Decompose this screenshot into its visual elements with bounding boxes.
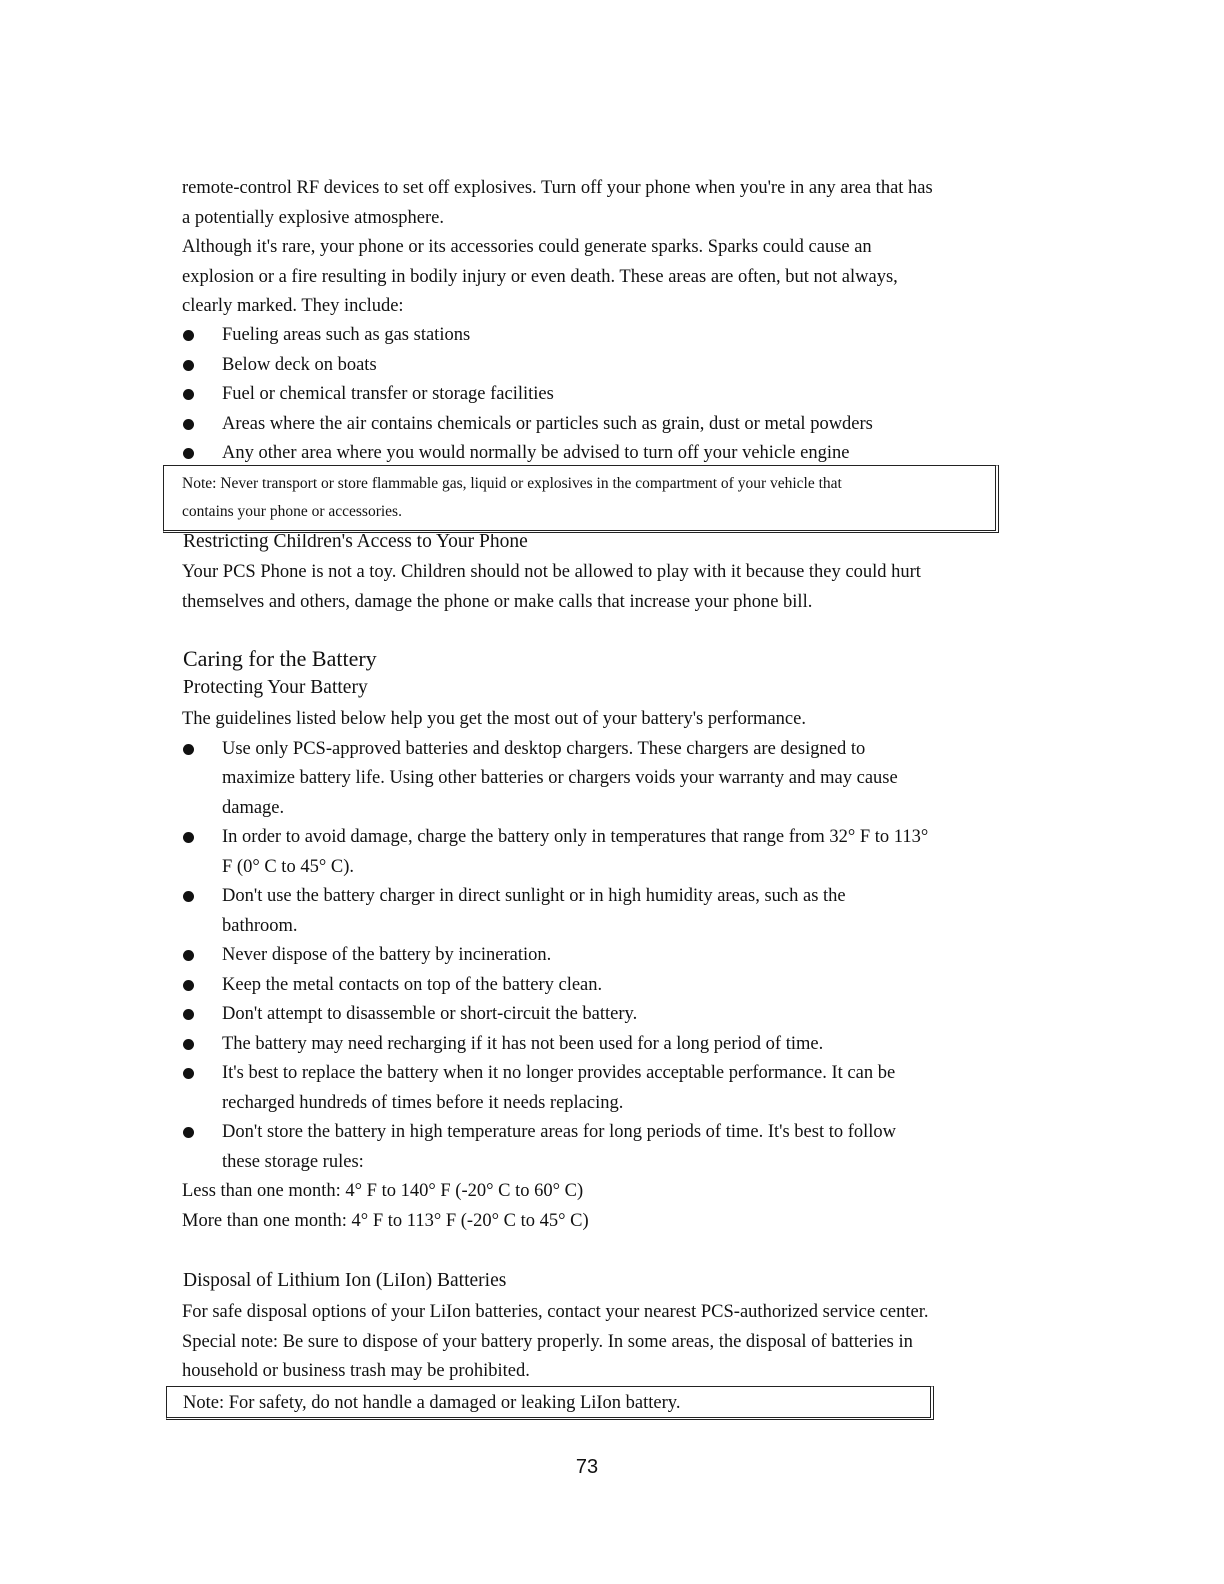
transport-note-box [163, 465, 999, 533]
list-item: Don't store the battery in high temperature areas for long periods of time. It's best to follow these storage rules: [182, 1118, 928, 1177]
disposal-paragraph [182, 1298, 928, 1387]
list-item: It's best to replace the battery when it no longer provides acceptable performance. It can be recharged hundreds of times before it needs replacing. [182, 1059, 928, 1118]
list-item: In order to avoid damage, charge the battery only in temperatures that range from 32° F to 113° F (0° C to 45° C). [182, 823, 928, 882]
storage-rule: More than one month: 4° F to 113° F (-20° C to 45° C) [182, 1210, 589, 1231]
bullet-icon [183, 448, 194, 459]
paragraph-line: Special note: Be sure to dispose of your battery properly. In some areas, the disposal of batteries in [182, 1331, 913, 1352]
paragraph-line: themselves and others, damage the phone or make calls that increase your phone bill. [182, 591, 813, 612]
bullet-icon [183, 1068, 194, 1079]
bullet-icon [183, 891, 194, 902]
note-text: Note: For safety, do not handle a damaged or leaking LiIon battery. [183, 1393, 681, 1413]
bullet-icon [183, 1039, 194, 1050]
list-item: Don't use the battery charger in direct sunlight or in high humidity areas, such as the bathroom. [182, 882, 928, 941]
explosive-atmosphere-paragraph [182, 174, 933, 322]
bullet-icon [183, 360, 194, 371]
disposal-title: Disposal of Lithium Ion (LiIon) Batteries [183, 1270, 507, 1291]
list-item: Fuel or chemical transfer or storage facilities [182, 380, 873, 410]
list-item: Never dispose of the battery by incineration. [182, 941, 928, 971]
bullet-icon [183, 950, 194, 961]
list-item: Don't attempt to disassemble or short-circuit the battery. [182, 1000, 928, 1030]
bullet-icon [183, 1127, 194, 1138]
paragraph-line: Although it's rare, your phone or its accessories could generate sparks. Sparks could cause an [182, 237, 872, 257]
subsection-title: Protecting Your Battery [183, 677, 368, 698]
guidelines-intro: The guidelines listed below help you get the most out of your battery's performance. [182, 709, 806, 729]
list-item: Areas where the air contains chemicals or particles such as grain, dust or metal powders [182, 410, 873, 440]
list-item: Keep the metal contacts on top of the battery clean. [182, 971, 928, 1001]
bullet-icon [183, 832, 194, 843]
paragraph-line: clearly marked. They include: [182, 296, 404, 316]
paragraph-line: a potentially explosive atmosphere. [182, 207, 445, 228]
note-line: Note: Never transport or store flammable gas, liquid or explosives in the compartment of your vehicle that [182, 475, 842, 492]
note-line: contains your phone or accessories. [182, 503, 402, 520]
children-access-heading: Restricting Children's Access to Your Phone [183, 534, 528, 552]
explosive-areas-list [182, 321, 873, 469]
paragraph-line: household or business trash may be prohibited. [182, 1361, 530, 1381]
page-number: 73 [575, 1456, 599, 1478]
bullet-icon [183, 330, 194, 341]
storage-rule: Less than one month: 4° F to 140° F (-20° C to 60° C) [182, 1181, 584, 1201]
list-item: Below deck on boats [182, 351, 873, 381]
paragraph-line: remote-control RF devices to set off explosives. Turn off your phone when you're in any area that has [182, 178, 933, 198]
bullet-icon [183, 389, 194, 400]
paragraph-line: explosion or a fire resulting in bodily injury or even death. These areas are often, but not always, [182, 266, 898, 287]
bullet-icon [183, 419, 194, 430]
bullet-icon [183, 744, 194, 755]
bullet-icon [183, 1009, 194, 1020]
battery-guidelines [182, 705, 928, 1236]
list-item: Any other area where you would normally be advised to turn off your vehicle engine [182, 439, 873, 469]
safety-note-box [166, 1386, 934, 1420]
list-item: Use only PCS-approved batteries and desktop chargers. These chargers are designed to maximize battery life. Using other batteries or chargers voids your warranty and may cause damage. [182, 735, 928, 824]
list-item: The battery may need recharging if it has not been used for a long period of time. [182, 1030, 928, 1060]
section-title: Caring for the Battery [183, 646, 377, 671]
paragraph-line: For safe disposal options of your LiIon batteries, contact your nearest PCS-authorized service center. [182, 1302, 929, 1322]
bullet-icon [183, 980, 194, 991]
children-paragraph [182, 558, 921, 617]
list-item: Fueling areas such as gas stations [182, 321, 873, 351]
paragraph-line: Your PCS Phone is not a toy. Children should not be allowed to play with it because they could hurt [182, 562, 921, 582]
